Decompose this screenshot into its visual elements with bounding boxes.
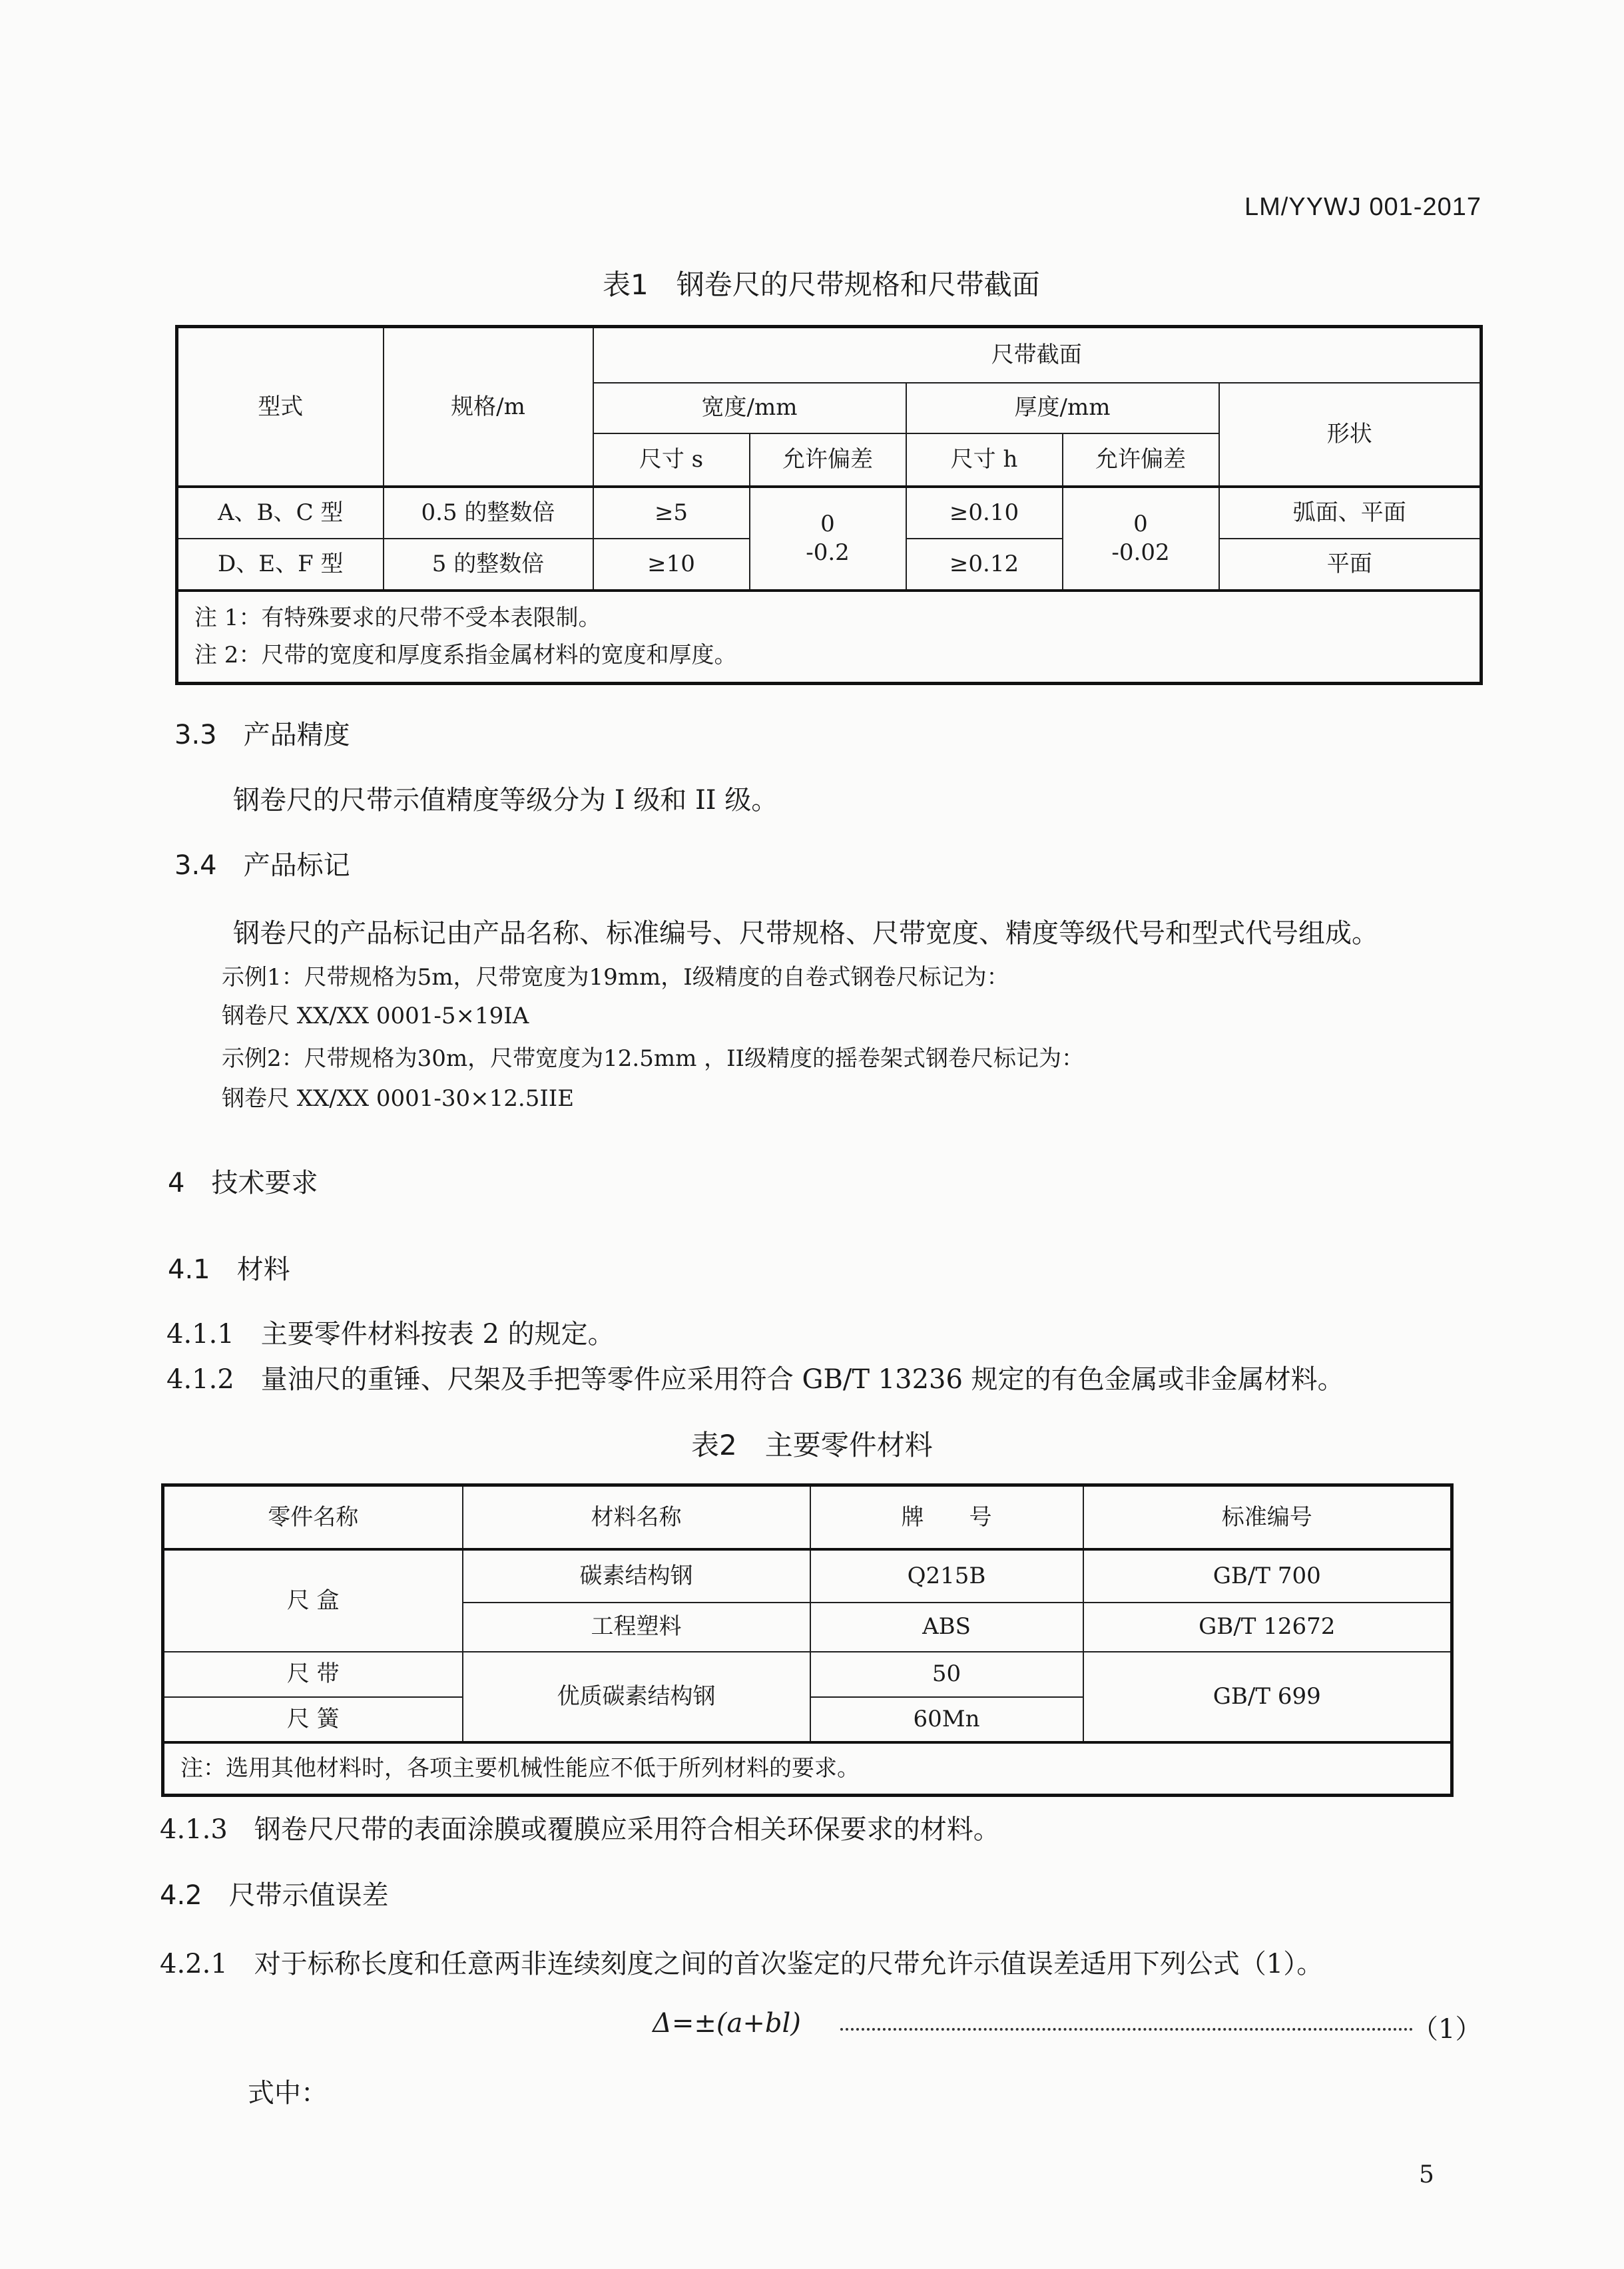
row2-spec: 5 的整数倍 [384,539,593,591]
header-thickness-tol: 允许偏差 [1063,433,1219,487]
material-quality-carbon-steel: 优质碳素结构钢 [463,1652,810,1742]
example-1-mark: 钢卷尺 XX/XX 0001-5×19IA [222,1003,529,1029]
grade-60mn: 60Mn [810,1697,1083,1742]
row2-shape: 平面 [1219,539,1482,591]
section-3-3-text: 钢卷尺的尺带示值精度等级分为 I 级和 II 级。 [233,785,778,816]
header-section: 尺带截面 [593,327,1482,383]
section-4-1-2: 4.1.2 量油尺的重锤、尺架及手把等零件应采用符合 GB/T 13236 规定的有色金属或非金属材料。 [166,1364,1344,1395]
row2-thickness: ≥0.12 [906,539,1063,591]
section-4-1-1: 4.1.1 主要零件材料按表 2 的规定。 [166,1319,615,1350]
table2-note: 注：选用其他材料时，各项主要机械性能应不低于所列材料的要求。 [163,1742,1452,1796]
row1-spec: 0.5 的整数倍 [384,487,593,539]
grade-abs: ABS [810,1603,1083,1652]
table1-note-2: 注 2：尺带的宽度和厚度系指金属材料的宽度和厚度。 [194,642,737,669]
document-number: LM/YYWJ 001-2017 [1244,193,1482,221]
width-tol-lower: -0.2 [806,539,850,566]
header-size-h: 尺寸 h [906,433,1063,487]
row1-width: ≥5 [593,487,750,539]
row2-width: ≥10 [593,539,750,591]
header-type: 型式 [177,327,384,487]
header-standard: 标准编号 [1083,1485,1452,1549]
section-4-1-3: 4.1.3 钢卷尺尺带的表面涂膜或覆膜应采用符合相关环保要求的材料。 [160,1814,1000,1845]
width-tol-upper: 0 [820,511,835,537]
row2-type: D、E、F 型 [177,539,384,591]
where-label: 式中： [248,2078,328,2109]
section-4-2-1: 4.2.1 对于标称长度和任意两非连续刻度之间的首次鉴定的尺带允许示值误差适用下列公式（1）。 [160,1949,1324,1979]
table1-note-1: 注 1：有特殊要求的尺带不受本表限制。 [194,604,601,631]
section-4-1-heading: 4.1 材料 [168,1254,290,1285]
formula-1 [653,2008,801,2039]
page-number: 5 [1419,2161,1434,2188]
grade-q215b: Q215B [810,1549,1083,1603]
formula-number: （1） [1412,2014,1482,2045]
table1-caption: 表1 钢卷尺的尺带规格和尺带截面 [603,268,1040,301]
row1-type: A、B、C 型 [177,487,384,539]
standard-gbt700: GB/T 700 [1083,1549,1452,1603]
grade-50: 50 [810,1652,1083,1697]
header-material-name: 材料名称 [463,1485,810,1549]
standard-gbt699: GB/T 699 [1083,1652,1452,1742]
section-3-4-text: 钢卷尺的产品标记由产品名称、标准编号、尺带规格、尺带宽度、精度等级代号和型式代号组成。 [233,918,1378,949]
section-3-3-heading: 3.3 产品精度 [174,720,350,750]
header-part-name: 零件名称 [163,1485,463,1549]
example-2: 示例2：尺带规格为30m，尺带宽度为12.5mm ，II级精度的摇卷架式钢卷尺标记为： [222,1045,1084,1072]
example-2-mark: 钢卷尺 XX/XX 0001-30×12.5IIE [222,1085,575,1112]
table1-notes [177,591,1482,684]
table2 [161,1483,1454,1797]
header-grade: 牌 号 [810,1485,1083,1549]
thickness-tol-upper: 0 [1133,511,1148,537]
table2-caption: 表2 主要零件材料 [691,1429,933,1461]
material-plastic: 工程塑料 [463,1603,810,1652]
header-width: 宽度/mm [593,383,906,433]
section-4-2-heading: 4.2 尺带示值误差 [160,1880,389,1911]
thickness-tol-lower: -0.02 [1111,539,1170,566]
header-shape: 形状 [1219,383,1482,487]
header-thickness: 厚度/mm [906,383,1219,433]
header-size-s: 尺寸 s [593,433,750,487]
formula-expression: Δ=±(a+bl) [653,2008,801,2039]
standard-gbt12672: GB/T 12672 [1083,1603,1452,1652]
width-tolerance [750,487,906,591]
part-tape: 尺 带 [163,1652,463,1697]
table1 [175,325,1483,685]
material-carbon-steel: 碳素结构钢 [463,1549,810,1603]
thickness-tolerance [1063,487,1219,591]
row1-thickness: ≥0.10 [906,487,1063,539]
row1-shape: 弧面、平面 [1219,487,1482,539]
part-spring: 尺 簧 [163,1697,463,1742]
formula-leader-dots [840,2028,1413,2031]
section-3-4-heading: 3.4 产品标记 [174,850,350,881]
example-1: 示例1：尺带规格为5m，尺带宽度为19mm，I级精度的自卷式钢卷尺标记为： [222,964,1009,991]
part-box: 尺 盒 [163,1549,463,1652]
header-spec: 规格/m [384,327,593,487]
section-4-heading: 4 技术要求 [168,1168,318,1198]
header-width-tol: 允许偏差 [750,433,906,487]
